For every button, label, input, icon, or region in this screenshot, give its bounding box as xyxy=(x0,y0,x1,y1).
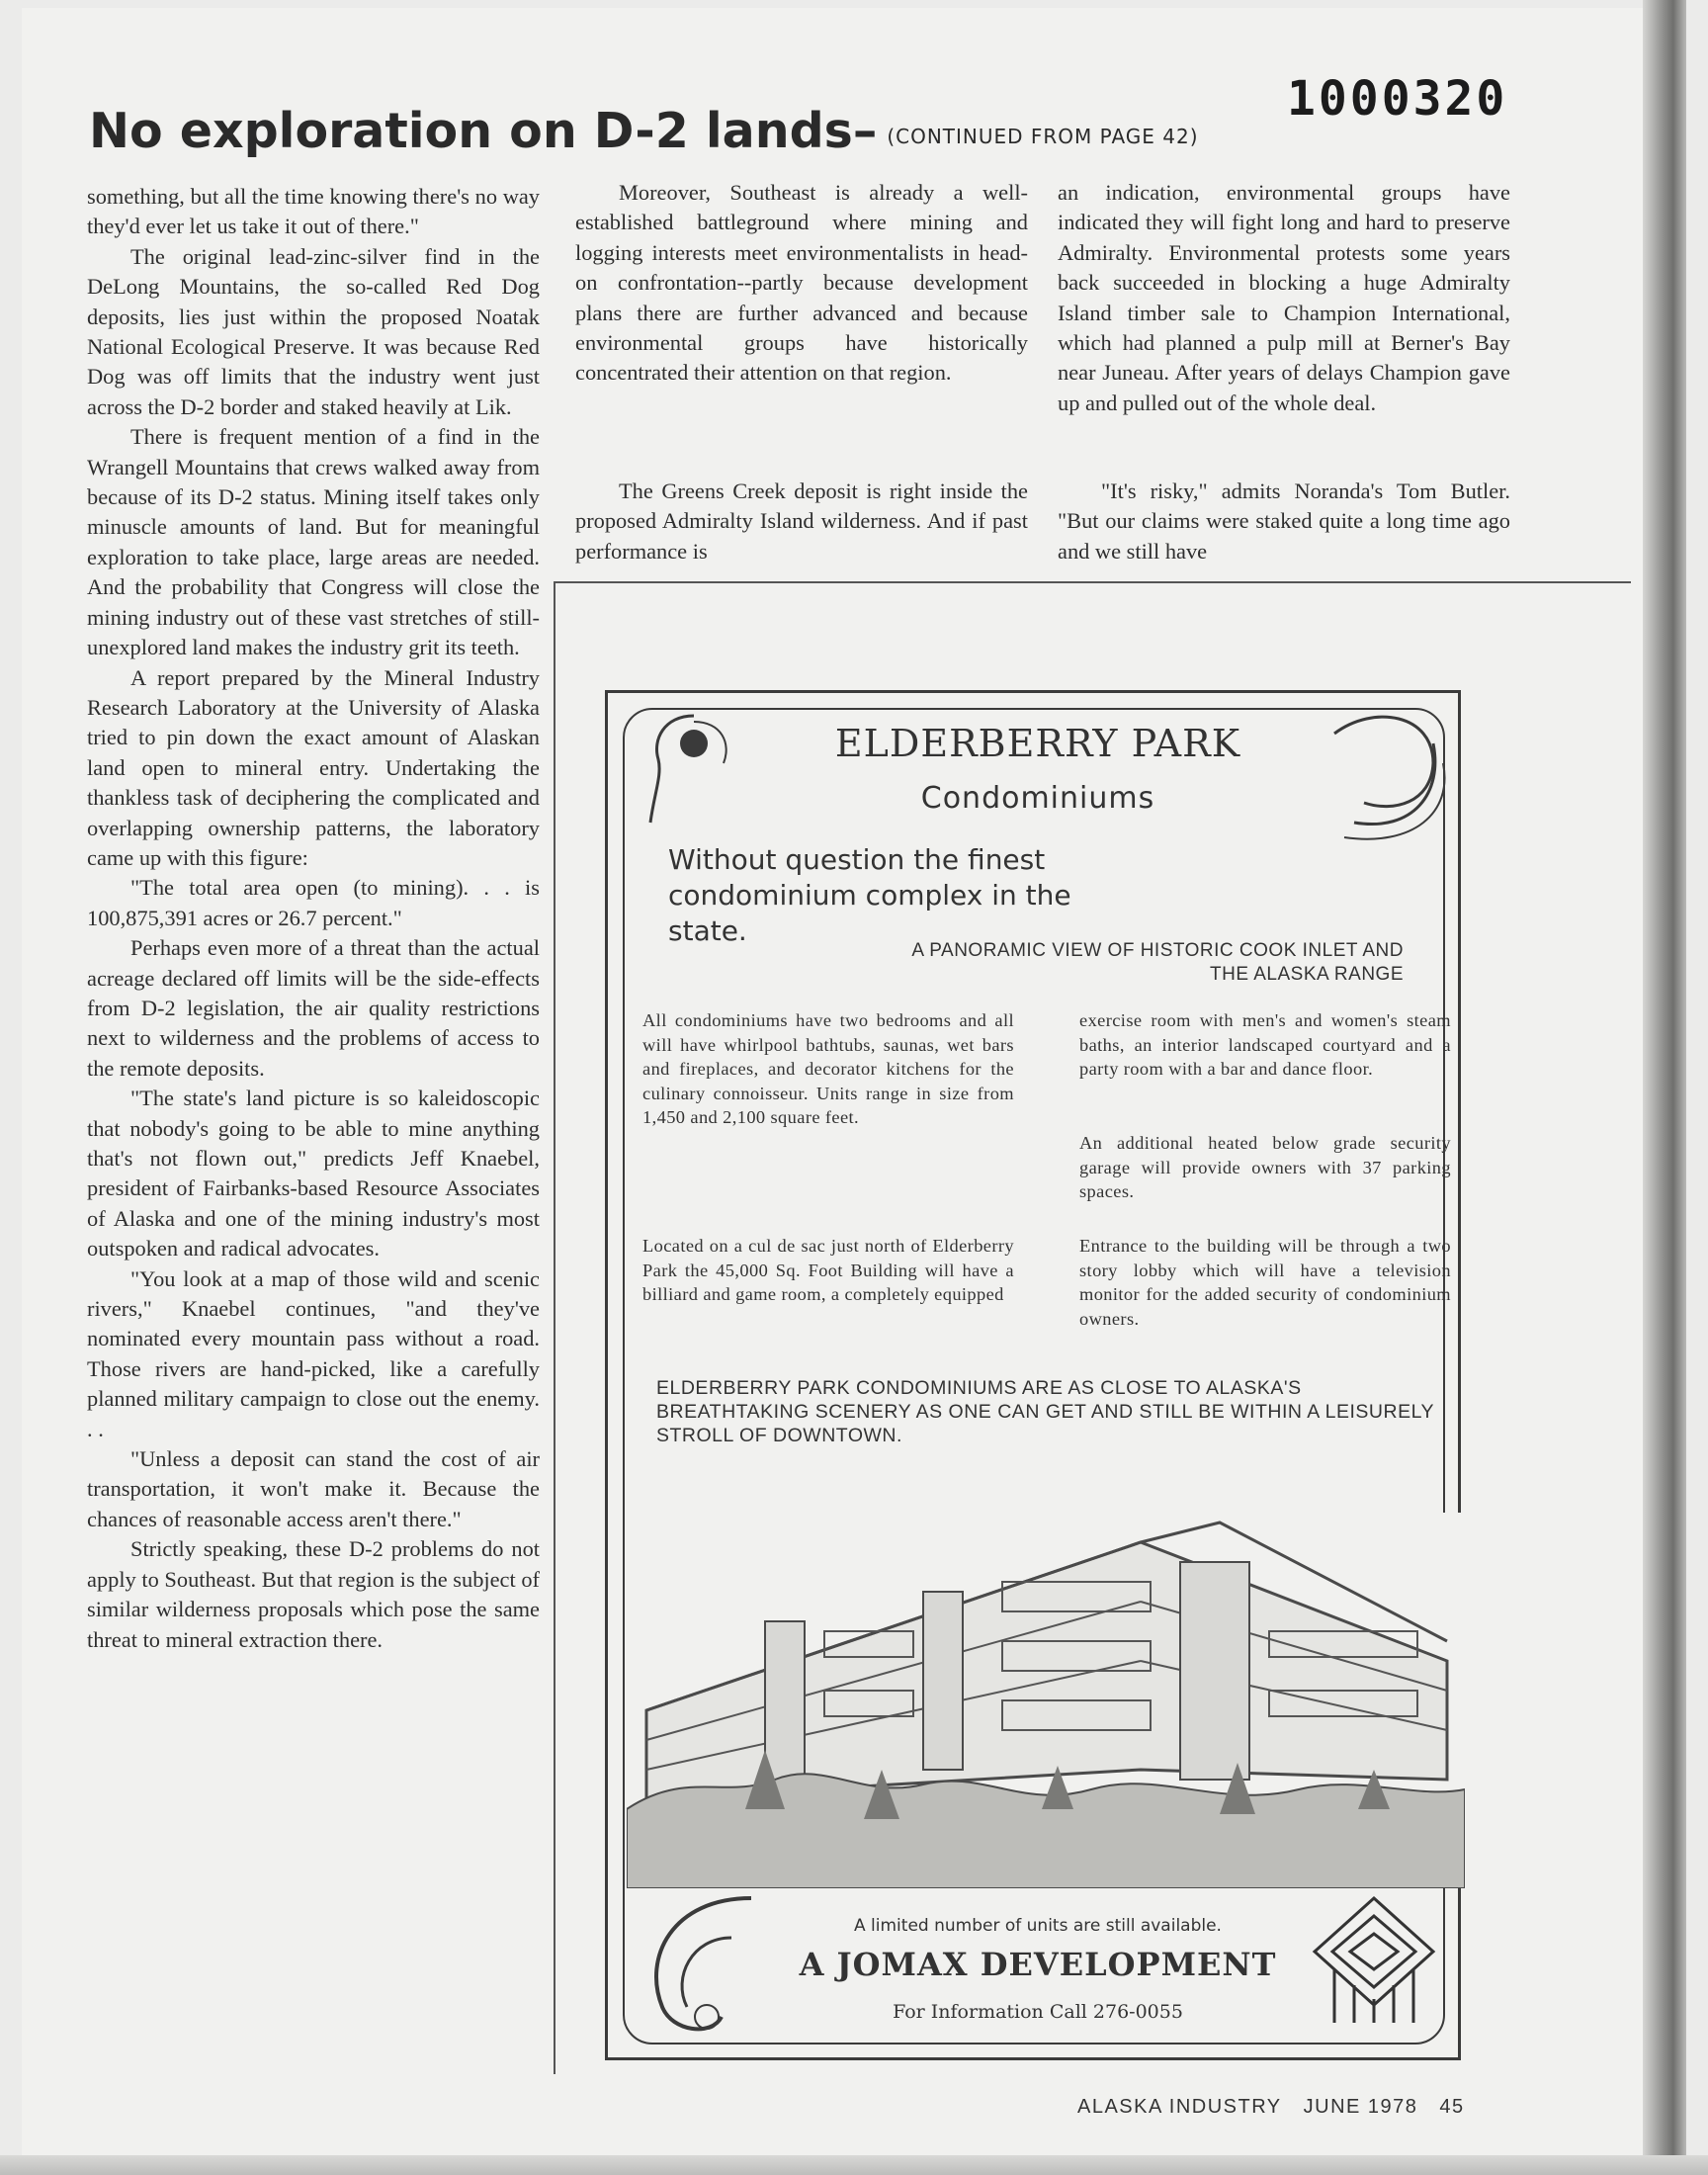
ad-body-text: All condominiums have two bedrooms and all will have whirlpool bathtubs, saunas, wet bars and fireplaces, and decorator kitchens for the culinary connoisseur. Units range in size from 1,450 and 2,100 square feet. xyxy=(642,1010,1014,1128)
article-column-1 xyxy=(87,182,540,1655)
ad-tagline: Without question the finest condominium complex in the state. xyxy=(668,843,1071,947)
page-binding-edge xyxy=(1643,0,1686,2175)
article-column-3 xyxy=(1058,178,1510,418)
paragraph: something, but all the time knowing there's no way they'd ever let us take it out of there." xyxy=(87,184,540,239)
paragraph: A report prepared by the Mineral Industry Research Laboratory at the University of Alaska tried to pin down the exact amount of Alaskan land open to mineral entry. Undertaking the thankless task of deciphering the complicated and overlapping ownership patterns, the laboratory came up with this figure: xyxy=(87,664,540,870)
paragraph: Strictly speaking, these D-2 problems do not apply to Southeast. But that region is the subject of similar wilderness proposals which pose the same threat to mineral extraction there. xyxy=(87,1536,540,1652)
ad-developer-name: A JOMAX DEVELOPMENT xyxy=(799,1946,1277,1983)
article-headline xyxy=(89,103,1199,159)
paragraph: Perhaps even more of a threat than the actual acreage declared off limits will be the side-effects from D-2 legislation, the air quality restrictions next to wilderness and the problems of access to the remote deposits. xyxy=(87,935,540,1081)
ad-title: ELDERBERRY PARK xyxy=(834,722,1241,765)
paragraph: There is frequent mention of a find in the Wrangell Mountains that crews walked away from because of its D-2 status. Mining itself takes only minuscle amounts of land. But for meaningful exploration to take place, large areas are needed. And the probability that Congress will close the mining industry out of these vast stretches of still-unexplored land makes the industry grit its teeth. xyxy=(87,424,540,660)
article-column-2 xyxy=(575,178,1028,389)
paragraph: "Unless a deposit can stand the cost of air transportation, it won't make it. Because the chances of reasonable access aren't there." xyxy=(87,1446,540,1531)
footer-date: JUNE 1978 xyxy=(1303,2096,1418,2118)
footer-publication: ALASKA INDUSTRY xyxy=(1077,2096,1282,2118)
headline-title: No exploration on D-2 lands– xyxy=(89,103,878,159)
ad-closing-statement: ELDERBERRY PARK CONDOMINIUMS ARE AS CLOSE TO ALASKA'S BREATHTAKING SCENERY AS ONE CAN GET AND STILL BE WITHIN A LEISURELY STROLL OF DOWNTOWN. xyxy=(656,1377,1434,1446)
paragraph: "It's risky," admits Noranda's Tom Butler. "But our claims were staked quite a long time ago and we still have xyxy=(1058,478,1510,564)
paragraph: "The state's land picture is so kaleidoscopic that nobody's going to be able to mine anything that's not flown out," predicts Jeff Knaebel, president of Fairbanks-based Resource Associates of Alaska and one of the mining industry's most outspoken and radical advocates. xyxy=(87,1086,540,1262)
ad-body-text: exercise room with men's and women's steam baths, an interior landscaped courtyard and a party room with a bar and dance floor. xyxy=(1079,1010,1451,1080)
ad-availability-note: A limited number of units are still available. xyxy=(854,1916,1222,1936)
paragraph: Moreover, Southeast is already a well-established battleground where mining and logging interests meet environmentalists in head-on confrontation--partly because development plans there are further advanced and because environmental groups have historically concentrated their attention on that region. xyxy=(575,180,1028,386)
jomax-logo-icon xyxy=(1305,1890,1443,2029)
headline-continued-note: (CONTINUED FROM PAGE 42) xyxy=(887,125,1199,148)
footer-page-number: 45 xyxy=(1439,2096,1465,2118)
ad-body-text: Located on a cul de sac just north of Elderberry Park the 45,000 Sq. Foot Building will have a billiard and game room, a completely equipped xyxy=(642,1236,1014,1305)
paragraph: "The total area open (to mining). . . is 100,875,391 acres or 26.7 percent." xyxy=(87,875,540,930)
ad-body-text: Entrance to the building will be through a two story lobby which will have a television monitor for the added security of condominium owners. xyxy=(1079,1236,1451,1329)
paragraph: an indication, environmental groups have indicated they will fight long and hard to preserve Admiralty. Environmental protests some years back succeeded in blocking a huge Admiralty Island timber sale to Champion International, which had planned a pulp mill at Berner's Bay near Juneau. After years of delays Champion gave up and pulled out of the whole deal. xyxy=(1058,180,1510,415)
ad-subtitle: Condominiums xyxy=(920,781,1155,816)
ad-contact-line: For Information Call 276-0055 xyxy=(893,2001,1183,2023)
document-stamp-number: 1000320 xyxy=(1287,71,1508,127)
page-footer xyxy=(1077,2096,1487,2119)
ad-panoramic-heading: A PANORAMIC VIEW OF HISTORIC COOK INLET AND THE ALASKA RANGE xyxy=(911,940,1404,985)
paragraph: The Greens Creek deposit is right inside the proposed Admiralty Island wilderness. And if past performance is xyxy=(575,478,1028,564)
paragraph: "You look at a map of those wild and scenic rivers," Knaebel continues, "and they've nominated every mountain pass without a road. Those rivers are hand-picked, like a carefully planned military campaign to close out the enemy. . . xyxy=(87,1265,540,1441)
ad-body-text: An additional heated below grade security garage will provide owners with 37 parking spaces. xyxy=(1079,1133,1451,1202)
article-column-3-lower xyxy=(1058,477,1510,566)
condominium-building-illustration xyxy=(627,1513,1465,1888)
ad-frame-rule-top xyxy=(554,581,1631,583)
article-column-2-lower xyxy=(575,477,1028,566)
paragraph: The original lead-zinc-silver find in the DeLong Mountains, the so-called Red Dog deposits, lies just within the proposed Noatak National Ecological Preserve. It was because Red Dog was off limits that the industry went just across the D-2 border and staked heavily at Lik. xyxy=(87,243,540,419)
page-bottom-edge xyxy=(0,2155,1708,2175)
ad-frame-rule-left xyxy=(554,581,555,2074)
